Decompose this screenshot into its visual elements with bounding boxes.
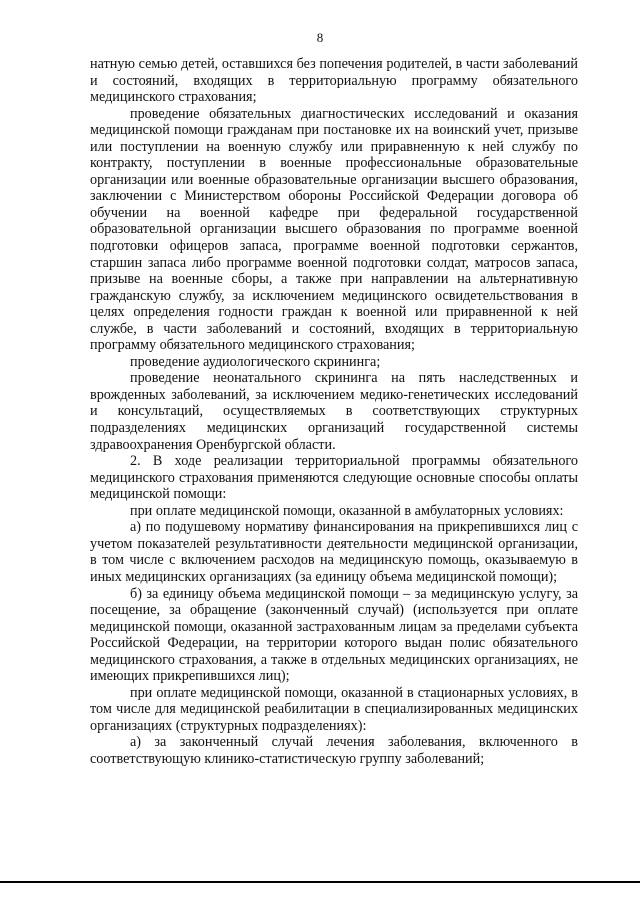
paragraph-outpatient-a: а) по подушевому нормативу финансирования на прикрепившихся лиц с учетом показателей результативности деятельности медицинской организации, в том числе с включением расходов на медицинскую помощь, оказываемую в иных медицинских организациях (за единицу объема медицинской помощи); xyxy=(90,519,578,585)
bottom-divider xyxy=(0,881,640,883)
paragraph-inpatient-heading: при оплате медицинской помощи, оказанной в стационарных условиях, в том числе для медицинской реабилитации в специализированных медицинских организациях (структурных подразделениях): xyxy=(90,684,578,734)
paragraph-audiological-screening: проведение аудиологического скрининга; xyxy=(130,353,381,370)
page-number: 8 xyxy=(316,30,324,45)
document-body xyxy=(90,56,578,768)
paragraph-payment-methods-intro: 2. В ходе реализации территориальной программы обязательного медицинского страхования применяются следующие основные способы оплаты медицинской помощи: xyxy=(90,453,578,503)
paragraph-military-diagnostics: проведение обязательных диагностических исследований и оказания медицинской помощи гражданам при постановке их на воинский учет, призыве или поступлении на военную службу или приравненную к ней службу по контракту, поступлении в военные профессиональные образовательные организации или военные образовательные организации высшего образования, заключении с Министерством обороны Российской Федерации договора об обучении на военной кафедре при федеральной государственной образовательной организации высшего образования по программе военной подготовки офицеров запаса, программе военной подготовки сержантов, старшин запаса либо программе военной подготовки солдат, матросов запаса, призыве на военные сборы, а также при направлении на альтернативную гражданскую службу, за исключением медицинского освидетельствования в целях определения годности граждан к военной или приравненной к ней службе, в части заболеваний и состояний, входящих в территориальную программу обязательного медицинского страхования; xyxy=(90,105,578,354)
paragraph-continuation: натную семью детей, оставшихся без попечения родителей, в части заболеваний и состояний, входящих в территориальную программу обязательного медицинского страхования; xyxy=(90,56,578,106)
paragraph-outpatient-heading: при оплате медицинской помощи, оказанной в амбулаторных условиях: xyxy=(130,502,564,519)
paragraph-inpatient-a: а) за законченный случай лечения заболевания, включенного в соответствующую клинико-статистическую группу заболеваний; xyxy=(90,734,578,767)
paragraph-outpatient-b: б) за единицу объема медицинской помощи – за медицинскую услугу, за посещение, за обращение (законченный случай) (используется при оплате медицинской помощи, оказанной застрахованным лицам за пределами субъекта Российской Федерации, на территории которого выдан полис обязательного медицинского страхования, а также в отдельных медицинских организациях, не имеющих прикрепившихся лиц); xyxy=(90,585,578,685)
paragraph-neonatal-screening: проведение неонатального скрининга на пять наследственных и врожденных заболеваний, за исключением медико-генетических исследований и консультаций, осуществляемых в соответствующих структурных подразделениях медицинских организаций государственной системы здравоохранения Оренбургской области. xyxy=(90,370,578,453)
